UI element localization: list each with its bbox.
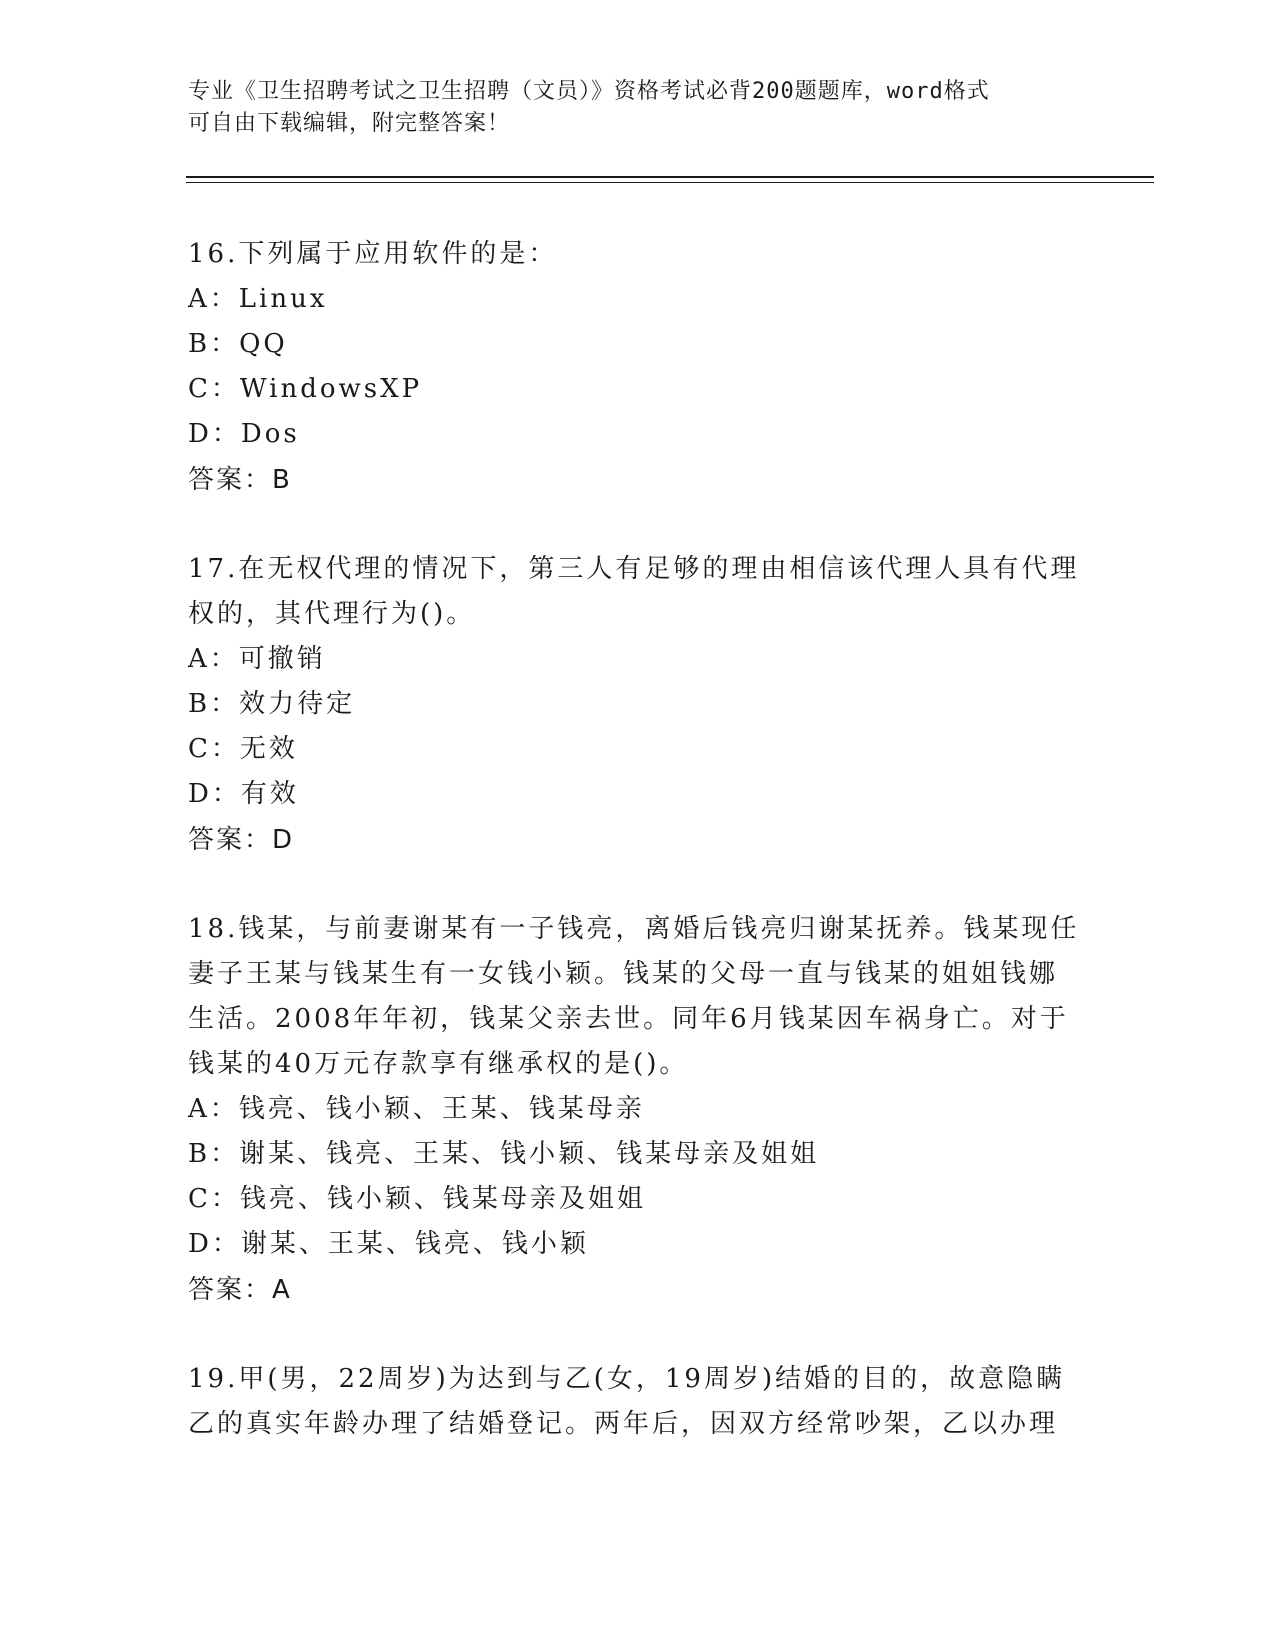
option-a: A：钱亮、钱小颖、王某、钱某母亲 <box>188 1094 645 1124</box>
question-text: 钱某的40万元存款享有继承权的是()。 <box>188 1049 689 1079</box>
header-line-1: 专业《卫生招聘考试之卫生招聘（文员）》资格考试必背200题题库，word格式 <box>188 79 990 104</box>
answer-label: 答案：D <box>188 825 295 855</box>
option-b: B：谢某、钱亮、王某、钱小颖、钱某母亲及姐姐 <box>188 1139 820 1169</box>
question-text: 19.甲(男，22周岁)为达到与乙(女，19周岁)结婚的目的，故意隐瞒 <box>188 1364 1066 1394</box>
option-b: B：效力待定 <box>188 689 356 719</box>
answer-label: 答案：B <box>188 465 292 495</box>
header-divider-thick <box>186 176 1154 178</box>
question-text: 乙的真实年龄办理了结婚登记。两年后，因双方经常吵架，乙以办理 <box>188 1409 1059 1439</box>
option-b: B：QQ <box>188 329 288 359</box>
option-c: C：钱亮、钱小颖、钱某母亲及姐姐 <box>188 1184 646 1214</box>
question-text: 妻子王某与钱某生有一女钱小颖。钱某的父母一直与钱某的姐姐钱娜 <box>188 959 1059 989</box>
header-line-2: 可自由下载编辑，附完整答案！ <box>188 111 511 136</box>
question-16 <box>188 232 1088 503</box>
question-19 <box>188 1357 1088 1447</box>
question-text: 17.在无权代理的情况下，第三人有足够的理由相信该代理人具有代理 <box>188 554 1080 584</box>
answer-label: 答案：A <box>188 1275 292 1305</box>
header-divider-thin <box>186 182 1154 183</box>
question-text: 18.钱某，与前妻谢某有一子钱亮，离婚后钱亮归谢某抚养。钱某现任 <box>188 914 1080 944</box>
option-c: C：无效 <box>188 734 298 764</box>
question-list <box>188 232 1088 1491</box>
document-header <box>188 76 1088 140</box>
option-c: C：WindowsXP <box>188 374 423 404</box>
option-d: D：有效 <box>188 779 299 809</box>
question-text: 16.下列属于应用软件的是： <box>188 239 558 269</box>
question-18 <box>188 907 1088 1313</box>
question-text: 生活。2008年年初，钱某父亲去世。同年6月钱某因车祸身亡。对于 <box>188 1004 1069 1034</box>
question-text: 权的，其代理行为()。 <box>188 599 476 629</box>
option-d: D：Dos <box>188 419 300 449</box>
question-17 <box>188 547 1088 863</box>
option-a: A：Linux <box>188 284 328 314</box>
option-a: A：可撤销 <box>188 644 326 674</box>
option-d: D：谢某、王某、钱亮、钱小颖 <box>188 1229 589 1259</box>
